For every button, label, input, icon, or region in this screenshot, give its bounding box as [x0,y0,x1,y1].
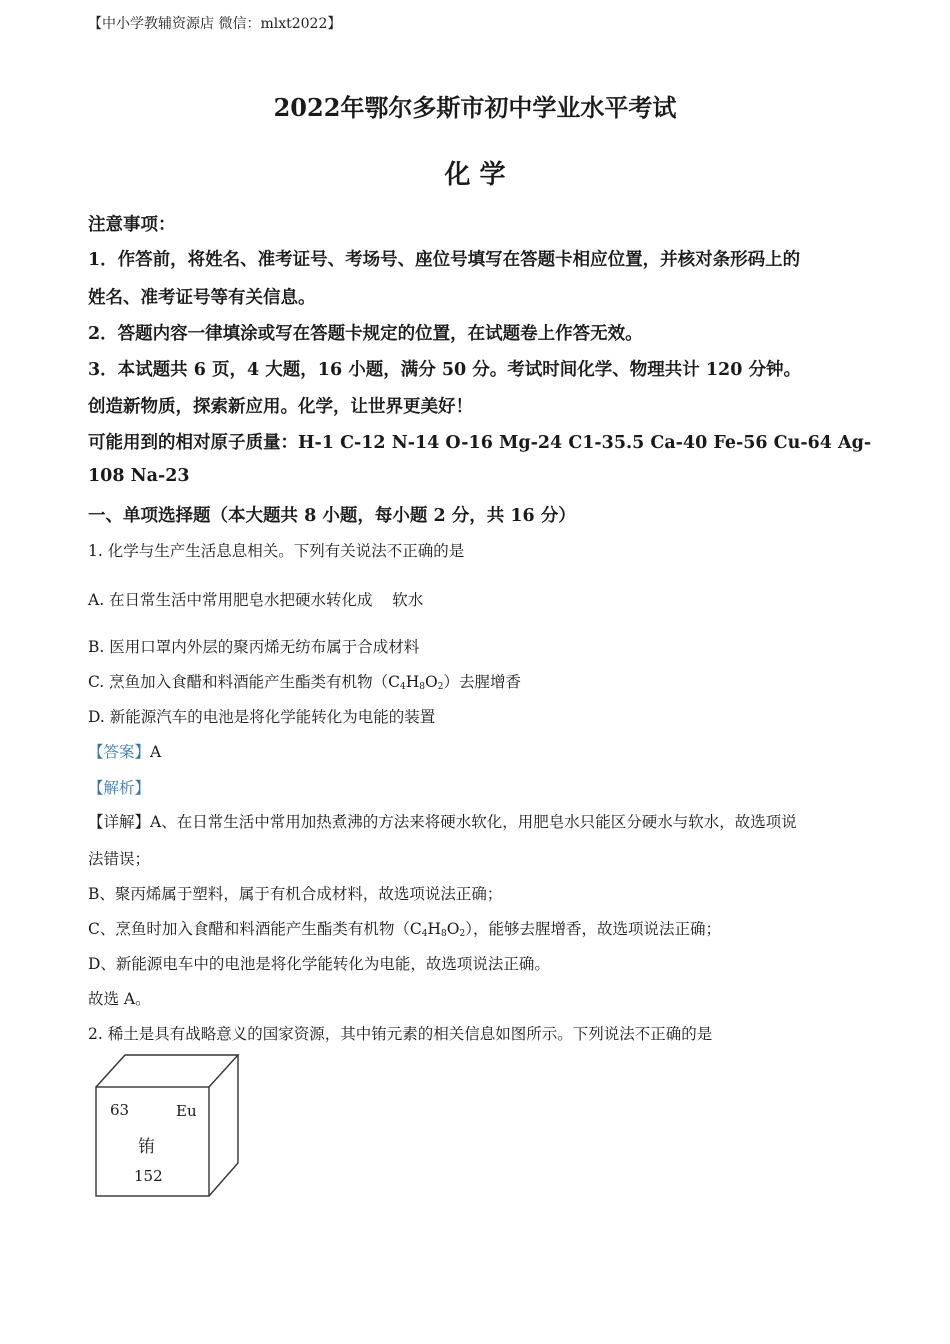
q1-option-c-text: C. 烹鱼加入食醋和料酒能产生酯类有机物（C [88,673,401,691]
notice-item-3: 3．本试题共 6 页，4 大题，16 小题，满分 50 分。考试时间化学、物理共计 120 分钟。 [88,360,802,380]
formula-sub: 4 [421,929,428,939]
atomic-mass-list-cont: 108 Na-23 [88,466,190,486]
atomic-mass-list: 可能用到的相对原子质量：H-1 C-12 N-14 O-16 Mg-24 C1-35.5 Ca-40 Fe-56 Cu-64 Ag- [88,433,872,453]
detail-b: B、聚丙烯属于塑料，属于有机合成材料，故选项说法正确； [88,885,503,903]
q1-answer [88,740,161,762]
formula-element: H [405,673,420,691]
conclusion: 故选 A。 [88,990,151,1008]
header-note: 【中小学教辅资源店 微信：mlxt2022】 [88,16,342,32]
q2-stem: 2. 稀土是具有战略意义的国家资源，其中铕元素的相关信息如图所示。下列说法不正确的是 [88,1025,713,1043]
formula-sub: 4 [400,682,406,692]
detail-line-2: 法错误； [88,850,151,868]
q1-option-b: B. 医用口罩内外层的聚丙烯无纺布属于合成材料 [88,638,420,656]
slogan: 创造新物质，探索新应用。化学，让世界更美好！ [88,397,473,417]
formula-element: O [446,920,460,938]
section-heading: 一、单项选择题（本大题共 8 小题，每小题 2 分，共 16 分） [88,506,576,526]
element-symbol: Eu [176,1102,197,1120]
formula-element: O [425,673,438,691]
formula-sub: 8 [419,682,426,692]
analysis-label: 【解析】 [88,779,151,797]
element-card [92,1052,244,1202]
detail-c-text: C、烹鱼时加入食醋和料酒能产生酯类有机物（C [88,920,422,938]
detail-line-1: 【详解】A、在日常生活中常用加热煮沸的方法来将硬水软化，用肥皂水只能区分硬水与软水，故选项说 [88,813,797,831]
q1-option-c-tail: ）去腥增香 [443,673,521,691]
notice-heading: 注意事项： [88,215,176,235]
card-side-face [209,1055,238,1196]
q1-option-a: A. 在日常生活中常用肥皂水把硬水转化成 软水 [88,591,424,609]
element-name: 铕 [138,1137,155,1157]
answer-value: A [150,743,162,761]
notice-item-1: 1．作答前，将姓名、准考证号、考场号、座位号填写在答题卡相应位置，并核对条形码上的 [88,250,801,270]
q1-stem: 1. 化学与生产生活息息相关。下列有关说法不正确的是 [88,542,465,560]
q1-option-d: D. 新能源汽车的电池是将化学能转化为电能的装置 [88,708,436,726]
subject-title: 化 学 [444,160,506,190]
notice-item-1-cont: 姓名、准考证号等有关信息。 [88,288,316,308]
answer-label: 【答案】 [88,743,151,761]
formula-element: H [427,920,441,938]
element-card-cube [92,1052,244,1202]
card-top-face [96,1055,238,1087]
atomic-number: 63 [110,1101,130,1119]
q1-option-c [88,670,521,692]
formula-sub: 8 [441,929,447,939]
page-title: 2022年鄂尔多斯市初中学业水平考试 [273,93,677,122]
atomic-mass: 152 [134,1167,163,1185]
notice-item-2: 2．答题内容一律填涂或写在答题卡规定的位置，在试题卷上作答无效。 [88,324,643,344]
detail-c [88,917,721,939]
formula-sub: 2 [437,682,444,692]
detail-d: D、新能源电车中的电池是将化学能转化为电能，故选项说法正确。 [88,955,550,973]
detail-c-tail: ），能够去腥增香，故选项说法正确； [465,920,721,938]
formula-sub: 2 [459,929,466,939]
